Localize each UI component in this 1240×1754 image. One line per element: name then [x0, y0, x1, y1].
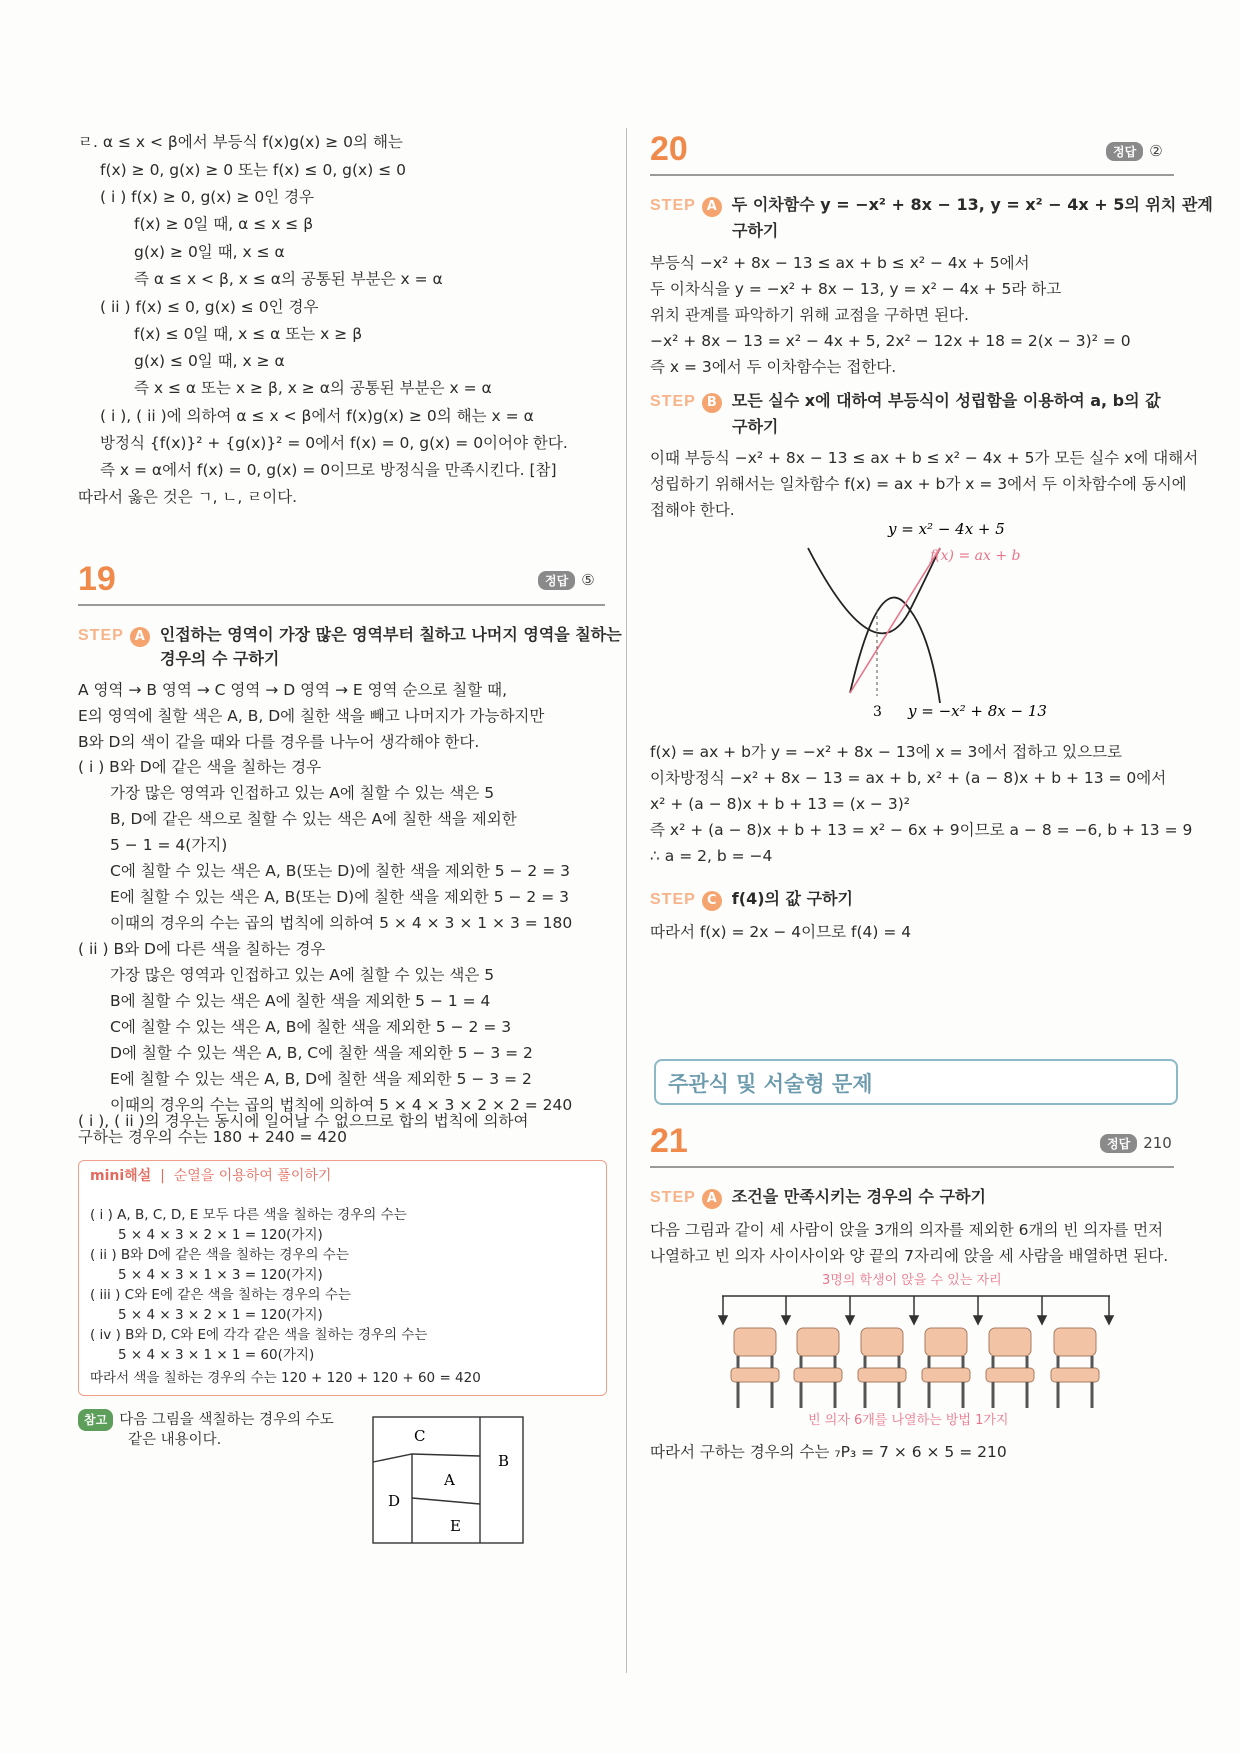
text-line: 구하는 경우의 수는 180 + 240 = 420 — [78, 1128, 348, 1146]
step-title-cont: 경우의 수 구하기 — [160, 649, 280, 668]
text-line: 따라서 옳은 것은 ㄱ, ㄴ, ㄹ이다. — [78, 488, 298, 506]
text-line: 나열하고 빈 의자 사이사이와 양 끝의 7자리에 앉을 세 사람을 배열하면 된다. — [650, 1247, 1169, 1265]
problem-rule — [78, 604, 605, 606]
text-line: 방정식 {f(x)}² + {g(x)}² = 0에서 f(x) = 0, g(x) = 0이어야 한다. — [100, 434, 568, 452]
text-line: f(x) ≤ 0일 때, x ≤ α 또는 x ≥ β — [134, 325, 363, 343]
step-circle: B — [702, 393, 722, 413]
text-line: 성립하기 위해서는 일차함수 f(x) = ax + b가 x = 3에서 두 이차함수에 동시에 — [650, 475, 1187, 493]
answer — [1100, 1134, 1172, 1153]
problem-rule — [650, 174, 1174, 176]
section-title: 주관식 및 서술형 문제 — [668, 1072, 873, 1096]
answer — [1106, 142, 1163, 161]
text-line: ( i ), ( ii )의 경우는 동시에 일어날 수 없으므로 합의 법칙에 의하여 — [78, 1112, 529, 1130]
text-line: −x² + 8x − 13 = x² − 4x + 5, 2x² − 12x + 18 = 2(x − 3)² = 0 — [650, 332, 1131, 350]
text-line: 이때의 경우의 수는 곱의 법칙에 의하여 5 × 4 × 3 × 1 × 3 = 180 — [110, 914, 573, 932]
text-line: 따라서 구하는 경우의 수는 ₇P₃ = 7 × 6 × 5 = 210 — [650, 1443, 1007, 1461]
upward-parabola — [808, 548, 940, 633]
chair — [731, 1328, 779, 1408]
text-line: C에 칠할 수 있는 색은 A, B(또는 D)에 칠한 색을 제외한 5 − 2 = 3 — [110, 862, 570, 880]
step-heading — [650, 1186, 986, 1209]
text-line: ∴ a = 2, b = −4 — [650, 847, 773, 865]
text-line: 따라서 f(x) = 2x − 4이므로 f(4) = 4 — [650, 923, 912, 941]
answer-tag: 정답 — [1106, 142, 1143, 161]
text-line: 가장 많은 영역과 인접하고 있는 A에 칠할 수 있는 색은 5 — [110, 784, 495, 802]
text-line: E에 칠할 수 있는 색은 A, B, D에 칠한 색을 제외한 5 − 3 = 2 — [110, 1070, 532, 1088]
mini-line: ( iv ) B와 D, C와 E에 각각 같은 색을 칠하는 경우의 수는 — [90, 1327, 428, 1343]
chair — [794, 1328, 842, 1408]
region-label-e: E — [450, 1517, 461, 1535]
text-line: 다음 그림과 같이 세 사람이 앉을 3개의 의자를 제외한 6개의 빈 의자를 먼저 — [650, 1221, 1164, 1239]
step-circle: A — [130, 627, 150, 647]
mini-line: ( i ) A, B, C, D, E 모두 다른 색을 칠하는 경우의 수는 — [90, 1207, 407, 1223]
text-line: ( i ), ( ii )에 의하여 α ≤ x < β에서 f(x)g(x) ≥ 0의 해는 x = α — [100, 407, 534, 425]
text-line: ( i ) B와 D에 같은 색을 칠하는 경우 — [78, 758, 322, 776]
step-title: 인접하는 영역이 가장 많은 영역부터 칠하고 나머지 영역을 칠하는 — [159, 625, 622, 644]
step-title: f(4)의 값 구하기 — [731, 889, 853, 908]
text-line: 접해야 한다. — [650, 501, 735, 519]
graph-label-downward: y = −x² + 8x − 13 — [908, 702, 1047, 720]
text-line: 즉 x² + (a − 8)x + b + 13 = x² − 6x + 9이므로 a − 8 = −6, b + 13 = 9 — [650, 821, 1193, 839]
text-line: g(x) ≤ 0일 때, x ≥ α — [134, 352, 285, 370]
chair — [922, 1328, 970, 1408]
text-line: C에 칠할 수 있는 색은 A, B에 칠한 색을 제외한 5 − 2 = 3 — [110, 1018, 512, 1036]
text-line: ( i ) f(x) ≥ 0, g(x) ≥ 0인 경우 — [100, 188, 315, 206]
text-line: x² + (a − 8)x + b + 13 = (x − 3)² — [650, 795, 910, 813]
text-line: 가장 많은 영역과 인접하고 있는 A에 칠할 수 있는 색은 5 — [110, 966, 495, 984]
step-title-cont: 구하기 — [732, 417, 779, 436]
chair — [986, 1328, 1034, 1408]
text-line: B와 D의 색이 같을 때와 다를 경우를 나누어 생각해야 한다. — [78, 733, 480, 751]
step-label: STEP — [650, 197, 696, 214]
chairs — [731, 1328, 1099, 1408]
text-line: D에 칠할 수 있는 색은 A, B, C에 칠한 색을 제외한 5 − 3 = 2 — [110, 1044, 533, 1062]
seat-arrows — [719, 1296, 1113, 1324]
tangent-graph — [790, 518, 1090, 728]
mini-line: 따라서 색을 칠하는 경우의 수는 120 + 120 + 120 + 60 = 420 — [90, 1370, 481, 1386]
step-label: STEP — [78, 627, 124, 644]
mini-heading: mini해설 | 순열을 이용하여 풀이하기 — [90, 1168, 332, 1184]
mini-line: 5 × 4 × 3 × 2 × 1 = 120(가지) — [118, 1227, 323, 1243]
downward-parabola — [850, 598, 940, 703]
text-line: 5 − 1 = 4(가지) — [110, 836, 228, 854]
step-heading — [650, 888, 853, 911]
step-title-cont: 구하기 — [732, 221, 779, 240]
step-label: STEP — [650, 393, 696, 410]
step-heading — [650, 194, 1213, 217]
text-line: g(x) ≥ 0일 때, x ≤ α — [134, 243, 285, 261]
answer-value: ② — [1149, 142, 1163, 160]
text-line: 즉 x ≤ α 또는 x ≥ β, x ≥ α의 공통된 부분은 x = α — [134, 379, 492, 397]
problem-rule — [650, 1166, 1174, 1168]
text-line: 이때 부등식 −x² + 8x − 13 ≤ ax + b ≤ x² − 4x + 5가 모든 실수 x에 대해서 — [650, 449, 1199, 467]
text-line: 즉 α ≤ x < β, x ≤ α의 공통된 부분은 x = α — [134, 270, 443, 288]
mini-subtitle: 순열을 이용하여 풀이하기 — [173, 1168, 332, 1184]
step-heading — [78, 624, 622, 647]
column-divider — [626, 128, 627, 1673]
fig-bottom-label: 빈 의자 6개를 나열하는 방법 1가지 — [808, 1413, 1009, 1428]
region-diagram — [372, 1416, 524, 1544]
region-label-c: C — [414, 1427, 426, 1445]
text-line: f(x) ≥ 0일 때, α ≤ x ≤ β — [134, 215, 314, 233]
region-label-b: B — [498, 1452, 510, 1470]
region-label-a: A — [444, 1471, 455, 1489]
reference-text: 다음 그림을 색칠하는 경우의 수도 — [119, 1412, 334, 1428]
step-heading — [650, 390, 1161, 413]
reference-note — [78, 1409, 334, 1431]
text-line: f(x) = ax + b가 y = −x² + 8x − 13에 x = 3에서 접하고 있으므로 — [650, 743, 1123, 761]
answer-value: 210 — [1143, 1134, 1172, 1152]
text-line: A 영역 → B 영역 → C 영역 → D 영역 → E 영역 순으로 칠할 때, — [78, 681, 508, 699]
fig-top-label: 3명의 학생이 앉을 수 있는 자리 — [822, 1273, 1002, 1288]
text-line: 위치 관계를 파악하기 위해 교점을 구하면 된다. — [650, 306, 969, 324]
reference-text-cont: 같은 내용이다. — [128, 1432, 222, 1448]
chair — [858, 1328, 906, 1408]
answer-tag: 정답 — [1100, 1134, 1137, 1153]
text-line: B, D에 같은 색으로 칠할 수 있는 색은 A에 칠한 색을 제외한 — [110, 810, 517, 828]
step-title: 조건을 만족시키는 경우의 수 구하기 — [731, 1187, 986, 1206]
problem-number: 20 — [650, 130, 688, 168]
text-line: E에 칠할 수 있는 색은 A, B(또는 D)에 칠한 색을 제외한 5 − 2 = 3 — [110, 888, 569, 906]
chair — [1051, 1328, 1099, 1408]
text-line: 즉 x = α에서 f(x) = 0, g(x) = 0이므로 방정식을 만족시킨다. [참] — [100, 461, 557, 479]
mini-line: 5 × 4 × 3 × 2 × 1 = 120(가지) — [118, 1307, 323, 1323]
text-line: 즉 x = 3에서 두 이차함수는 접한다. — [650, 358, 897, 376]
step-label: STEP — [650, 1189, 696, 1206]
mini-line: 5 × 4 × 3 × 1 × 3 = 120(가지) — [118, 1267, 323, 1283]
step-label: STEP — [650, 891, 696, 908]
region-label-d: D — [388, 1492, 401, 1510]
text-line: 이차방정식 −x² + 8x − 13 = ax + b, x² + (a − 8)x + b + 13 = 0에서 — [650, 769, 1167, 787]
text-line: ( ii ) f(x) ≤ 0, g(x) ≤ 0인 경우 — [100, 298, 319, 316]
text-line: ㄹ. α ≤ x < β에서 부등식 f(x)g(x) ≥ 0의 해는 — [78, 133, 403, 151]
text-line: E의 영역에 칠할 색은 A, B, D에 칠한 색을 빼고 나머지가 가능하지만 — [78, 707, 545, 725]
mini-line: 5 × 4 × 3 × 1 × 1 = 60(가지) — [118, 1347, 315, 1363]
answer — [538, 571, 595, 590]
mini-title: mini해설 — [90, 1168, 152, 1184]
graph-label-upward: y = x² − 4x + 5 — [888, 520, 1005, 538]
answer-tag: 정답 — [538, 571, 575, 590]
text-line: B에 칠할 수 있는 색은 A에 칠한 색을 제외한 5 − 1 = 4 — [110, 992, 491, 1010]
problem-number: 19 — [78, 560, 116, 598]
reference-tag: 참고 — [78, 1409, 113, 1431]
text-line: f(x) ≥ 0, g(x) ≥ 0 또는 f(x) ≤ 0, g(x) ≤ 0 — [100, 161, 406, 179]
mini-line: ( iii ) C와 E에 같은 색을 칠하는 경우의 수는 — [90, 1287, 351, 1303]
step-title: 두 이차함수 y = −x² + 8x − 13, y = x² − 4x + 5의 위치 관계 — [731, 195, 1213, 214]
tangent-line — [850, 548, 940, 693]
text-line: 부등식 −x² + 8x − 13 ≤ ax + b ≤ x² − 4x + 5에서 — [650, 254, 1030, 272]
step-circle: C — [702, 891, 722, 911]
step-circle: A — [702, 197, 722, 217]
mini-line: ( ii ) B와 D에 같은 색을 칠하는 경우의 수는 — [90, 1247, 349, 1263]
graph-label-x: 3 — [873, 704, 882, 720]
step-title: 모든 실수 x에 대하여 부등식이 성립함을 이용하여 a, b의 값 — [731, 391, 1161, 410]
text-line: ( ii ) B와 D에 다른 색을 칠하는 경우 — [78, 940, 326, 958]
step-circle: A — [702, 1189, 722, 1209]
answer-value: ⑤ — [581, 571, 595, 589]
text-line: 이때의 경우의 수는 곱의 법칙에 의하여 5 × 4 × 3 × 2 × 2 = 240 — [110, 1096, 573, 1114]
chairs-figure — [718, 1268, 1118, 1428]
text-line: 두 이차식을 y = −x² + 8x − 13, y = x² − 4x + 5라 하고 — [650, 280, 1062, 298]
graph-label-line: f(x) = ax + b — [930, 548, 1021, 564]
problem-number: 21 — [650, 1122, 688, 1160]
